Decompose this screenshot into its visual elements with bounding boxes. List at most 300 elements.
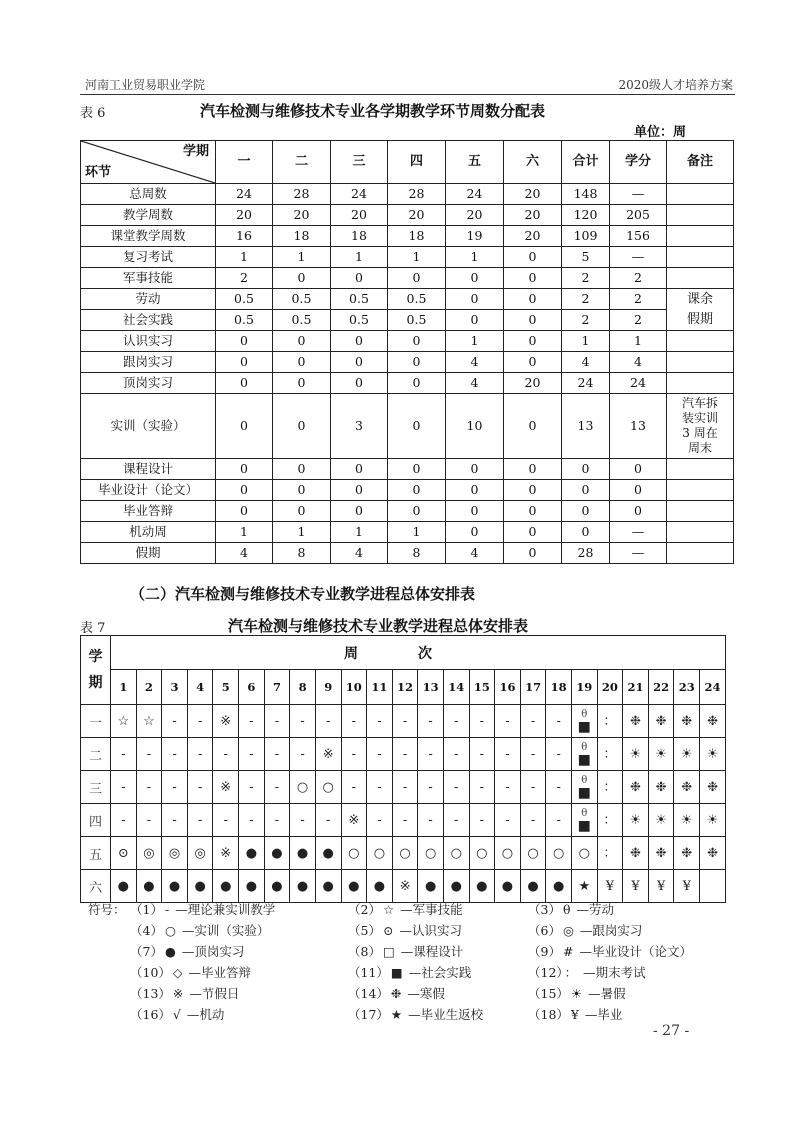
table-cell: —	[610, 543, 667, 564]
term-header-char: 期	[88, 675, 103, 691]
week-number: 4	[187, 670, 213, 705]
hollow-star-icon: ☆	[136, 705, 162, 738]
week-number: 12	[392, 670, 418, 705]
table-cell: 0	[562, 459, 610, 480]
dash-icon: -	[469, 705, 495, 738]
legend-meaning: —跟岗实习	[579, 923, 643, 938]
filled-circle-icon: ●	[290, 837, 316, 870]
labor-social-practice-icon	[571, 771, 597, 804]
week-number: 7	[264, 670, 290, 705]
dash-icon: -	[213, 804, 239, 837]
filled-circle-icon: ●	[162, 870, 188, 903]
hollow-circle-icon: ○	[469, 837, 495, 870]
summer-break-icon: ☀	[648, 804, 674, 837]
table-cell: 20	[273, 205, 331, 226]
table6-row	[81, 522, 734, 543]
week-number: 2	[136, 670, 162, 705]
header-institution: 河南工业贸易职业学院	[85, 78, 206, 92]
teaching-schedule-table	[80, 635, 726, 903]
dash-icon: -	[495, 705, 521, 738]
social-practice-square-icon: ■	[577, 785, 591, 801]
dot-circle-icon: ⊙	[111, 837, 137, 870]
legend-number: （14）	[348, 986, 389, 1001]
table6-header-row	[81, 141, 734, 184]
table-cell: 24	[216, 184, 273, 205]
dash-icon: -	[162, 705, 188, 738]
table-cell: 2	[216, 268, 273, 289]
legend-number: （2）	[348, 902, 381, 917]
header-document-title: 2020级人才培养方案	[618, 78, 733, 92]
table-cell: 0	[273, 394, 331, 459]
table-cell: 0	[273, 331, 331, 352]
table-cell: 19	[446, 226, 504, 247]
legend-number: （3）	[528, 902, 561, 917]
dash-icon: -	[290, 738, 316, 771]
table-cell: 0	[331, 501, 388, 522]
row-label: 课程设计	[81, 459, 216, 480]
social-practice-square-icon: ■	[577, 752, 591, 768]
table6-row	[81, 310, 734, 331]
legend-number: （16）	[130, 1007, 171, 1022]
table-cell: 2	[562, 268, 610, 289]
table-cell: —	[610, 522, 667, 543]
row-label: 总周数	[81, 184, 216, 205]
table-cell: 18	[388, 226, 446, 247]
double-circle-icon: ◎	[187, 837, 213, 870]
hollow-circle-icon: ○	[392, 837, 418, 870]
summer-break-icon: ☀	[623, 804, 649, 837]
table-cell: 0	[504, 543, 562, 564]
note-cell	[667, 289, 734, 331]
filled-circle-icon: ●	[239, 870, 265, 903]
column-header: 学分	[610, 141, 667, 184]
table-cell: 1	[273, 522, 331, 543]
filled-circle-icon: ●	[367, 870, 393, 903]
row-label: 实训（实验）	[81, 394, 216, 459]
table-cell: 1	[216, 522, 273, 543]
table-cell: 4	[331, 543, 388, 564]
table-cell: 0	[388, 480, 446, 501]
filled-circle-icon: ●	[187, 870, 213, 903]
legend-meaning: —毕业	[584, 1007, 623, 1022]
table-cell: 0	[388, 501, 446, 522]
filled-circle-icon: ●	[111, 870, 137, 903]
legend-number: （8）	[348, 944, 381, 959]
table-cell: 148	[562, 184, 610, 205]
legend-meaning: —期末考试	[583, 965, 646, 980]
dash-icon: -	[341, 705, 367, 738]
row-label: 毕业设计（论文）	[81, 480, 216, 501]
summer-break-icon: ☀	[700, 804, 726, 837]
week-number: 13	[418, 670, 444, 705]
dash-icon: -	[469, 804, 495, 837]
filled-circle-icon: ●	[520, 870, 546, 903]
dash-icon: -	[367, 705, 393, 738]
note-line: 3 周在	[682, 426, 718, 440]
table-cell: 0	[562, 480, 610, 501]
column-header: 二	[273, 141, 331, 184]
week-number: 24	[700, 670, 726, 705]
table-cell: 5	[562, 247, 610, 268]
table-cell: 2	[562, 289, 610, 310]
dash-icon: -	[495, 771, 521, 804]
table-cell: 0	[446, 310, 504, 331]
hollow-circle-icon: ○	[418, 837, 444, 870]
week-allocation-table	[80, 140, 734, 564]
legend-number: （9）	[528, 944, 561, 959]
column-header: 备注	[667, 141, 734, 184]
labor-theta-icon: θ	[581, 808, 588, 819]
summer-break-icon: ☀	[674, 804, 700, 837]
dash-icon: -	[187, 738, 213, 771]
yen-graduation-icon: ¥	[623, 870, 649, 903]
winter-break-icon: ❉	[674, 705, 700, 738]
table-cell: 1	[273, 247, 331, 268]
note-line: 假期	[686, 311, 713, 327]
table-cell: 0	[388, 268, 446, 289]
legend-symbol-icon: ¥	[570, 1007, 579, 1022]
table6-row	[81, 480, 734, 501]
dash-icon: -	[162, 804, 188, 837]
table6-row	[81, 373, 734, 394]
table6-row	[81, 268, 734, 289]
filled-circle-icon: ●	[290, 870, 316, 903]
table-cell: 0	[388, 394, 446, 459]
legend-meaning: —暑假	[588, 986, 626, 1001]
note-cell	[667, 331, 734, 352]
note-line: 装实训	[681, 411, 718, 425]
dash-icon: -	[443, 738, 469, 771]
legend-symbol-icon: ❉	[390, 986, 402, 1001]
holiday-icon: ※	[315, 738, 341, 771]
table-cell: 4	[446, 373, 504, 394]
legend-item	[130, 963, 251, 981]
legend-symbol-icon: ※	[172, 986, 184, 1001]
dash-icon: -	[443, 804, 469, 837]
hollow-circle-icon: ○	[495, 837, 521, 870]
week-number: 14	[443, 670, 469, 705]
legend-item	[130, 921, 269, 939]
table-cell: 0	[504, 331, 562, 352]
column-header: 三	[331, 141, 388, 184]
social-practice-square-icon: ■	[577, 818, 591, 834]
dash-icon: -	[187, 771, 213, 804]
legend-item	[348, 900, 463, 918]
table-cell: 1	[610, 331, 667, 352]
hollow-circle-icon: ○	[341, 837, 367, 870]
legend-number: （4）	[130, 923, 163, 938]
filled-circle-icon: ●	[239, 837, 265, 870]
table-cell: 0	[216, 331, 273, 352]
table-cell: 4	[610, 352, 667, 373]
dash-icon: -	[290, 705, 316, 738]
week-number-row	[81, 670, 726, 705]
table-cell: 20	[504, 205, 562, 226]
note-cell	[667, 459, 734, 480]
double-circle-icon: ◎	[162, 837, 188, 870]
term-label: 二	[81, 738, 111, 771]
table-cell: 0.5	[331, 289, 388, 310]
legend-number: （18）	[528, 1007, 569, 1022]
hollow-circle-icon: ○	[546, 837, 572, 870]
winter-break-icon: ❉	[674, 837, 700, 870]
legend-item	[130, 900, 275, 918]
yen-graduation-icon: ¥	[674, 870, 700, 903]
legend-item	[528, 921, 642, 939]
filled-star-icon: ★	[571, 870, 597, 903]
dash-icon: -	[239, 738, 265, 771]
table-cell: 13	[610, 394, 667, 459]
note-cell	[667, 184, 734, 205]
hollow-star-icon: ☆	[111, 705, 137, 738]
week-number: 1	[111, 670, 137, 705]
hollow-circle-icon: ○	[520, 837, 546, 870]
legend-number: （7）	[130, 944, 163, 959]
table-cell: 0	[504, 289, 562, 310]
exam-colon-icon: ：	[597, 738, 623, 771]
term-label: 六	[81, 870, 111, 903]
hollow-circle-icon: ○	[443, 837, 469, 870]
week-number: 17	[520, 670, 546, 705]
labor-theta-icon: θ	[581, 709, 588, 720]
corner-label-segment: 环节	[85, 165, 112, 180]
schedule-row	[81, 738, 726, 771]
note-cell	[667, 352, 734, 373]
row-label: 教学周数	[81, 205, 216, 226]
table-cell: 0	[504, 268, 562, 289]
empty-cell	[700, 870, 726, 903]
table-cell: 4	[446, 543, 504, 564]
row-label: 劳动	[81, 289, 216, 310]
winter-break-icon: ❉	[623, 705, 649, 738]
week-number: 11	[367, 670, 393, 705]
filled-circle-icon: ●	[469, 870, 495, 903]
schedule-row	[81, 837, 726, 870]
holiday-icon: ※	[341, 804, 367, 837]
hollow-circle-icon: ○	[290, 771, 316, 804]
dash-icon: -	[418, 705, 444, 738]
summer-break-icon: ☀	[623, 738, 649, 771]
dash-icon: -	[341, 738, 367, 771]
table-cell: 0	[446, 501, 504, 522]
winter-break-icon: ❉	[648, 705, 674, 738]
dash-icon: -	[341, 771, 367, 804]
row-label: 军事技能	[81, 268, 216, 289]
exam-colon-icon: ：	[597, 837, 623, 870]
table-cell: 20	[446, 205, 504, 226]
header-divider	[80, 94, 735, 95]
table-cell: 0	[562, 501, 610, 522]
legend-meaning: —社会实践	[408, 965, 472, 980]
note-cell	[667, 394, 734, 459]
holiday-icon: ※	[213, 837, 239, 870]
table-cell: 0	[388, 331, 446, 352]
legend-symbol-icon: ◇	[172, 965, 183, 980]
table-cell: 1	[388, 247, 446, 268]
legend-number: （10）	[130, 965, 171, 980]
winter-break-icon: ❉	[700, 837, 726, 870]
table-cell: 0	[273, 501, 331, 522]
filled-circle-icon: ●	[213, 870, 239, 903]
table-cell: 24	[562, 373, 610, 394]
dash-icon: -	[520, 771, 546, 804]
table-cell: 1	[331, 522, 388, 543]
legend-item	[348, 984, 445, 1002]
table-cell: 20	[504, 184, 562, 205]
week-header: 周次	[111, 636, 726, 670]
filled-circle-icon: ●	[315, 837, 341, 870]
labor-social-practice-icon	[571, 705, 597, 738]
dash-icon: -	[162, 771, 188, 804]
legend-item	[348, 921, 462, 939]
dash-icon: -	[392, 738, 418, 771]
winter-break-icon: ❉	[623, 771, 649, 804]
dash-icon: -	[495, 738, 521, 771]
legend-number: （11）	[348, 965, 389, 980]
table7-label: 表 7	[80, 621, 106, 636]
table-cell: 1	[331, 247, 388, 268]
row-label: 社会实践	[81, 310, 216, 331]
note-cell	[667, 543, 734, 564]
dash-icon: -	[546, 705, 572, 738]
row-label: 认识实习	[81, 331, 216, 352]
table6-row	[81, 543, 734, 564]
dash-icon: -	[418, 771, 444, 804]
exam-colon-icon: ：	[597, 804, 623, 837]
table-cell: 2	[610, 268, 667, 289]
week-number: 19	[571, 670, 597, 705]
table6-title: 汽车检测与维修技术专业各学期教学环节周数分配表	[200, 102, 546, 120]
legend-symbol-icon: ：	[564, 965, 578, 980]
table-cell: 0.5	[273, 310, 331, 331]
table-cell: 3	[331, 394, 388, 459]
table-cell: 0	[562, 522, 610, 543]
dash-icon: -	[367, 804, 393, 837]
column-header: 一	[216, 141, 273, 184]
table6-row	[81, 331, 734, 352]
winter-break-icon: ❉	[648, 771, 674, 804]
legend-meaning: —寒假	[407, 986, 445, 1001]
table-cell: 0	[504, 480, 562, 501]
week-number: 22	[648, 670, 674, 705]
summer-break-icon: ☀	[700, 738, 726, 771]
yen-graduation-icon: ¥	[648, 870, 674, 903]
table6-row	[81, 501, 734, 522]
table-cell: 156	[610, 226, 667, 247]
legend-number: （5）	[348, 923, 381, 938]
table-cell: 28	[562, 543, 610, 564]
table-cell: 0	[610, 459, 667, 480]
dash-icon: -	[418, 804, 444, 837]
note-cell	[667, 205, 734, 226]
legend-item	[528, 963, 646, 981]
dash-icon: -	[315, 804, 341, 837]
table-cell: 205	[610, 205, 667, 226]
legend-symbol-icon: #	[562, 944, 574, 959]
table-cell: —	[610, 184, 667, 205]
table-cell: 18	[331, 226, 388, 247]
filled-circle-icon: ●	[495, 870, 521, 903]
note-cell	[667, 501, 734, 522]
column-header: 合计	[562, 141, 610, 184]
table-cell: 0.5	[331, 310, 388, 331]
row-label: 复习考试	[81, 247, 216, 268]
table-cell: 0.5	[388, 289, 446, 310]
table-cell: 16	[216, 226, 273, 247]
week-number: 3	[162, 670, 188, 705]
table6-row	[81, 394, 734, 459]
table-cell: 0	[446, 268, 504, 289]
table-cell: 4	[216, 543, 273, 564]
legend-meaning: —理论兼实训教学	[175, 902, 276, 917]
note-cell	[667, 247, 734, 268]
dash-icon: -	[546, 804, 572, 837]
dash-icon: -	[367, 738, 393, 771]
table-cell: 2	[562, 310, 610, 331]
table7-header-row	[81, 636, 726, 670]
table-cell: 0	[216, 480, 273, 501]
table-cell: —	[610, 247, 667, 268]
schedule-row	[81, 804, 726, 837]
table6-row	[81, 289, 734, 310]
dash-icon: -	[443, 771, 469, 804]
dash-icon: -	[546, 771, 572, 804]
legend-meaning: —毕业生返校	[408, 1007, 484, 1022]
schedule-row	[81, 705, 726, 738]
legend-item	[528, 900, 614, 918]
social-practice-square-icon: ■	[577, 719, 591, 735]
table-cell: 0	[273, 373, 331, 394]
row-label: 课堂教学周数	[81, 226, 216, 247]
legend-symbol-icon: ■	[390, 965, 403, 980]
week-number: 6	[239, 670, 265, 705]
table-cell: 1	[446, 331, 504, 352]
table-cell: 4	[446, 352, 504, 373]
dash-icon: -	[187, 804, 213, 837]
table-cell: 10	[446, 394, 504, 459]
table-cell: 120	[562, 205, 610, 226]
schedule-row	[81, 870, 726, 903]
column-header: 五	[446, 141, 504, 184]
table-cell: 1	[446, 247, 504, 268]
dash-icon: -	[290, 804, 316, 837]
holiday-icon: ※	[392, 870, 418, 903]
legend-number: （17）	[348, 1007, 389, 1022]
table-cell: 28	[273, 184, 331, 205]
legend-symbol-icon: ◎	[562, 923, 574, 938]
week-number: 15	[469, 670, 495, 705]
week-number: 16	[495, 670, 521, 705]
legend-symbol-icon: √	[172, 1007, 181, 1022]
dash-icon: -	[264, 804, 290, 837]
labor-social-practice-icon	[571, 738, 597, 771]
filled-circle-icon: ●	[315, 870, 341, 903]
week-number: 5	[213, 670, 239, 705]
dash-icon: -	[111, 804, 137, 837]
table-cell: 20	[388, 205, 446, 226]
legend-item	[348, 942, 463, 960]
table-cell: 0	[610, 501, 667, 522]
summer-break-icon: ☀	[674, 738, 700, 771]
legend-symbol-icon: ★	[390, 1007, 403, 1022]
table-cell: 2	[610, 289, 667, 310]
winter-break-icon: ❉	[700, 771, 726, 804]
dash-icon: -	[392, 705, 418, 738]
table-cell: 0	[504, 247, 562, 268]
legend-item	[130, 1005, 224, 1023]
row-label: 跟岗实习	[81, 352, 216, 373]
table-cell: 0	[216, 394, 273, 459]
